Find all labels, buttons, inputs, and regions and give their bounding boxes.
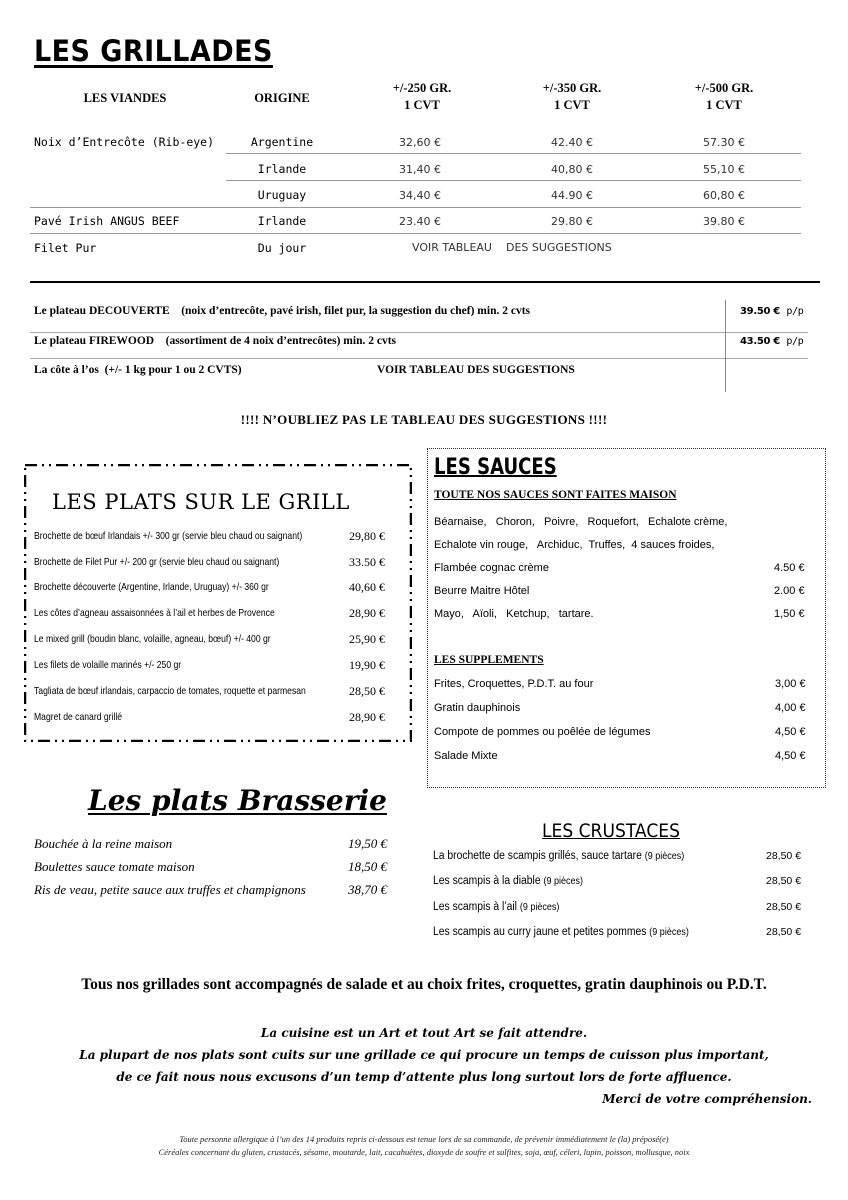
crustace-price: 28,50 € bbox=[766, 875, 802, 887]
brasserie-item: Ris de veau, petite sauce aux truffes et champignons bbox=[34, 882, 306, 897]
section-divider bbox=[30, 281, 820, 283]
origine-argentine: Argentine bbox=[250, 135, 314, 149]
crustace-qty: (9 pièces) bbox=[519, 902, 560, 913]
viande-filet-pur: Filet Pur bbox=[34, 241, 97, 255]
grill-price: 40,60 € bbox=[349, 580, 385, 594]
header-250g bbox=[362, 80, 482, 114]
sauce-item: Beurre Maitre Hôtel bbox=[434, 585, 530, 597]
supplement-item: Gratin dauphinois bbox=[434, 702, 521, 714]
sauces-title: LES SAUCES bbox=[434, 455, 557, 480]
filet-note-b: DES SUGGESTIONS bbox=[505, 241, 612, 254]
row-divider bbox=[226, 153, 801, 154]
price: 39.50 € bbox=[740, 306, 780, 317]
brasserie-item: Boulettes sauce tomate maison bbox=[34, 859, 195, 874]
crustace-qty: (9 pièces) bbox=[644, 851, 685, 862]
plateau-firewood: Le plateau FIREWOOD (assortiment de 4 noix d’entrecôtes) min. 2 cvts bbox=[34, 335, 397, 347]
header-350g bbox=[512, 80, 632, 114]
row-divider bbox=[30, 207, 801, 208]
sauce-item: Mayo, Aïoli, Ketchup, tartare. bbox=[434, 608, 594, 620]
crustace-qty: (9 pièces) bbox=[543, 876, 583, 887]
crustaces-title: LES CRUSTACES bbox=[542, 820, 680, 842]
notice-line-2: La plupart de nos plats sont cuits sur une grillade ce qui procure un temps de cuisson plus important, bbox=[79, 1048, 769, 1062]
price-350: 40,80 € bbox=[551, 163, 593, 176]
price-350: 42.40 € bbox=[551, 136, 593, 149]
crustace-item bbox=[433, 926, 689, 938]
row-divider bbox=[30, 332, 808, 333]
origine-uruguay: Uruguay bbox=[257, 188, 307, 202]
crustace-name: Les scampis à l’ail bbox=[433, 901, 517, 913]
notice-line-4: Merci de votre compréhension. bbox=[602, 1092, 812, 1106]
grill-title: LES PLATS SUR LE GRILL bbox=[52, 490, 350, 514]
allergy-line-2: Céréales concernant du gluten, crustacés, sésame, moutarde, lait, cacahuètes, dioxyde de soufre et sulfites, soja, œuf, céleri, lupin, poisson, mollusque, noix bbox=[158, 1147, 690, 1157]
viande-pave-irish: Pavé Irish ANGUS BEEF bbox=[34, 214, 180, 228]
header-viandes: LES VIANDES bbox=[83, 91, 167, 105]
brasserie-price: 38,70 € bbox=[348, 882, 387, 897]
grill-price: 28,90 € bbox=[349, 606, 385, 620]
accompaniment-note: Tous nos grillades sont accompagnés de salade et au choix frites, croquettes, gratin dauphinois ou P.D.T. bbox=[81, 976, 767, 993]
row-divider bbox=[30, 233, 801, 234]
grill-price: 25,90 € bbox=[349, 632, 385, 646]
crustace-name: Les scampis au curry jaune et petites pommes bbox=[433, 926, 647, 938]
header-350g-cvt: 1 CVT bbox=[554, 98, 590, 112]
price-250: 31,40 € bbox=[399, 163, 441, 176]
cote-a-los: La côte à l’os (+/- 1 kg pour 1 ou 2 CVTS) bbox=[34, 364, 242, 376]
plateau-decouverte-price bbox=[740, 306, 804, 317]
sauce-price: 4.50 € bbox=[774, 562, 805, 574]
supplement-item: Frites, Croquettes, P.D.T. au four bbox=[434, 678, 594, 690]
page-title: LES GRILLADES bbox=[34, 34, 273, 68]
sauce-price: 1,50 € bbox=[774, 608, 805, 620]
sauces-list-2: Echalote vin rouge, Archiduc, Truffes, 4 sauces froides, bbox=[434, 539, 715, 551]
sauces-list-1: Béarnaise, Choron, Poivre, Roquefort, Echalote crème, bbox=[434, 516, 728, 528]
plateau-decouverte: Le plateau DECOUVERTE (noix d’entrecôte, pavé irish, filet pur, la suggestion du chef) min. 2 cvts bbox=[34, 305, 531, 317]
header-350g-weight: +/-350 GR. bbox=[542, 81, 602, 95]
filet-note-a: VOIR TABLEAU bbox=[412, 241, 492, 254]
grill-item: Brochette découverte (Argentine, Irlande, Uruguay) +/- 360 gr bbox=[34, 581, 269, 593]
crustace-item bbox=[433, 875, 583, 887]
grill-price: 28,50 € bbox=[349, 684, 385, 698]
grill-item: Le mixed grill (boudin blanc, volaille, agneau, bœuf) +/- 400 gr bbox=[34, 633, 271, 645]
supplement-item: Salade Mixte bbox=[434, 750, 498, 762]
notice-line-3: de ce fait nous nous excusons d’un temp d’attente plus long surtout lors de forte affluence. bbox=[116, 1070, 732, 1084]
brasserie-title: Les plats Brasserie bbox=[88, 784, 387, 817]
grill-price: 33.50 € bbox=[349, 555, 385, 569]
brasserie-item: Bouchée à la reine maison bbox=[34, 836, 173, 851]
crustace-item bbox=[433, 850, 684, 862]
price-500: 60,80 € bbox=[703, 189, 745, 202]
sauce-item: Flambée cognac crème bbox=[434, 562, 549, 574]
sauce-price: 2.00 € bbox=[774, 585, 805, 597]
grill-price: 19,90 € bbox=[349, 658, 385, 672]
grill-item: Brochette de Filet Pur +/- 200 gr (servie bleu chaud ou saignant) bbox=[34, 556, 280, 568]
supplement-price: 3,00 € bbox=[775, 678, 806, 690]
header-origine: ORIGINE bbox=[254, 91, 310, 105]
crustace-qty: (9 pièces) bbox=[649, 927, 689, 938]
crustace-name: La brochette de scampis grillés, sauce tartare bbox=[433, 850, 642, 862]
grill-item: Tagliata de bœuf irlandais, carpaccio de tomates, roquette et parmesan bbox=[34, 685, 306, 697]
brasserie-price: 18,50 € bbox=[348, 859, 387, 874]
crustace-price: 28,50 € bbox=[766, 850, 802, 862]
origine-irlande: Irlande bbox=[257, 162, 307, 176]
allergy-line-1: Toute personne allergique à l’un des 14 produits repris ci-dessous est tenue lors de sa commande, de prévenir immédiatement le (la) préposé(e) bbox=[179, 1134, 669, 1144]
crustace-name: Les scampis à la diable bbox=[433, 875, 541, 887]
row-divider bbox=[30, 358, 808, 359]
price-350: 29.80 € bbox=[551, 215, 593, 228]
reminder: !!!! N’OUBLIEZ PAS LE TABLEAU DES SUGGESTIONS !!!! bbox=[240, 412, 608, 427]
notice-line-1: La cuisine est un Art et tout Art se fait attendre. bbox=[260, 1026, 588, 1040]
grill-item: Les côtes d’agneau assaisonnées à l’ail et herbes de Provence bbox=[34, 607, 275, 619]
viande-entrecote: Noix d’Entrecôte (Rib-eye) bbox=[34, 135, 215, 149]
supplement-price: 4,00 € bbox=[775, 702, 806, 714]
price-250: 23.40 € bbox=[399, 215, 441, 228]
crustace-price: 28,50 € bbox=[766, 901, 802, 913]
price-500: 39.80 € bbox=[703, 215, 745, 228]
price-500: 55,10 € bbox=[703, 163, 745, 176]
price-250: 34,40 € bbox=[399, 189, 441, 202]
crustace-price: 28,50 € bbox=[766, 926, 802, 938]
supplement-price: 4,50 € bbox=[775, 750, 806, 762]
header-250g-weight: +/-250 GR. bbox=[392, 81, 452, 95]
grill-price: 29,80 € bbox=[349, 529, 385, 543]
unit: p/p bbox=[786, 306, 804, 317]
header-500g bbox=[664, 80, 784, 114]
price-column-divider bbox=[725, 300, 726, 392]
sauces-subtitle: TOUTE NOS SAUCES SONT FAITES MAISON bbox=[434, 489, 677, 501]
price-250: 32,60 € bbox=[399, 136, 441, 149]
grill-item: Magret de canard grillé bbox=[34, 711, 123, 723]
origine-du-jour: Du jour bbox=[257, 241, 307, 255]
header-500g-cvt: 1 CVT bbox=[706, 98, 742, 112]
supplement-price: 4,50 € bbox=[775, 726, 806, 738]
grill-item: Les filets de volaille marinés +/- 250 gr bbox=[34, 659, 182, 671]
price-500: 57.30 € bbox=[703, 136, 745, 149]
grill-item: Brochette de bœuf Irlandais +/- 300 gr (servie bleu chaud ou saignant) bbox=[34, 530, 303, 542]
origine-irlande: Irlande bbox=[257, 214, 307, 228]
row-divider bbox=[226, 180, 801, 181]
crustace-item bbox=[433, 901, 559, 913]
header-250g-cvt: 1 CVT bbox=[404, 98, 440, 112]
supplement-item: Compote de pommes ou poêlée de légumes bbox=[434, 726, 651, 738]
header-500g-weight: +/-500 GR. bbox=[694, 81, 754, 95]
unit: p/p bbox=[786, 336, 804, 347]
filet-note bbox=[412, 241, 612, 254]
price: 43.50 € bbox=[740, 336, 780, 347]
grill-price: 28,90 € bbox=[349, 710, 385, 724]
brasserie-price: 19,50 € bbox=[348, 836, 387, 851]
plateau-firewood-price bbox=[740, 336, 804, 347]
supplements-title: LES SUPPLEMENTS bbox=[434, 654, 544, 666]
price-350: 44.90 € bbox=[551, 189, 593, 202]
cote-a-los-note: VOIR TABLEAU DES SUGGESTIONS bbox=[377, 364, 575, 376]
